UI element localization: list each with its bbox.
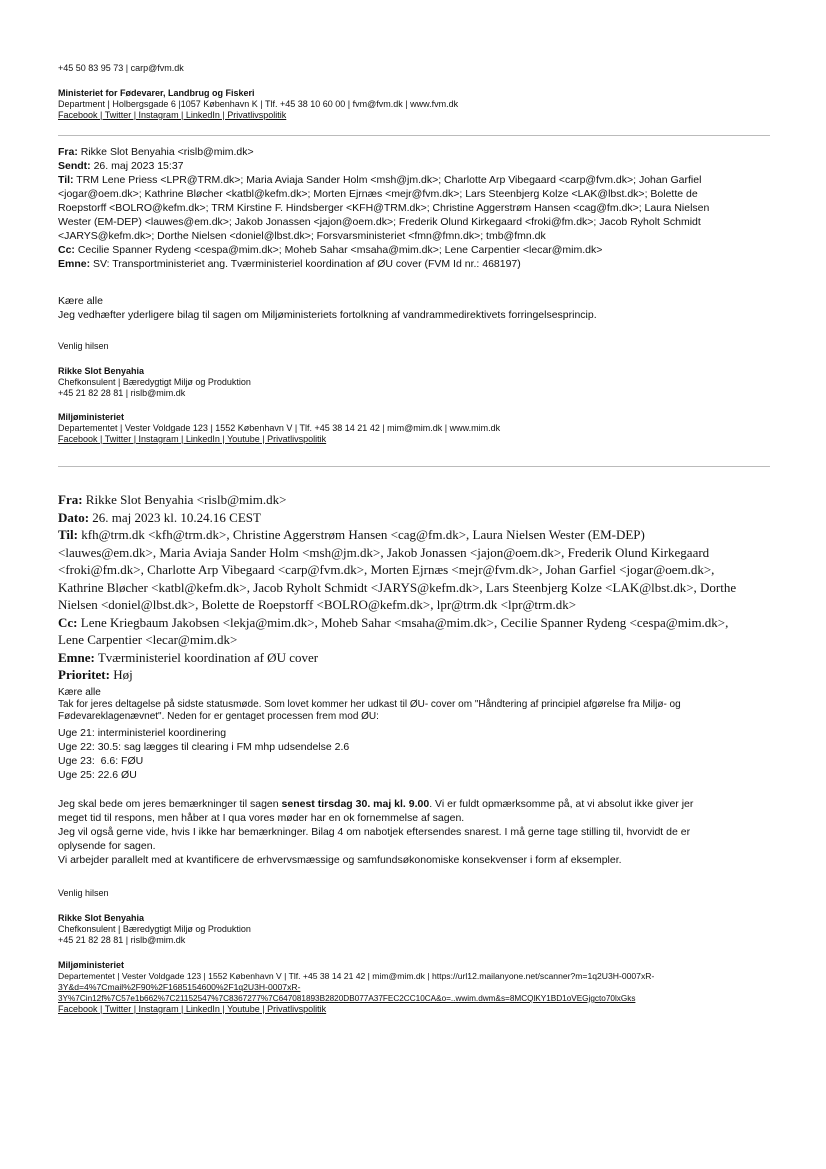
email2-cc-line-2: Lene Carpentier <lecar@mim.dk> [58,632,238,647]
divider-middle [58,466,770,467]
email2-regards: Venlig hilsen [58,888,109,898]
email2-request-line-2: meget tid til respons, men håber at I qua vores møder har en ok fornemmelse af sagen. [58,812,465,824]
schedule-item: Uge 23: 6.6: FØU [58,755,144,767]
email2-sig-url-line-2[interactable]: 3Y&d=4%7Cmail%2F90%2F1685154600%2F1q2U3H-0007xR- [58,982,301,992]
email1-greeting: Kære alle [58,295,103,307]
email2-date-row: Dato: 26. maj 2023 kl. 10.24.16 CEST [58,509,261,525]
email1-to-line-4: Wester (EM-DEP) <lauwes@em.dk>; Jakob Jonassen <jajon@oem.dk>; Frederik Olund Kirkegaard <froki@fm.dk>; Jacob Ryholt Schmidt [58,216,701,228]
email1-subject: SV: Transportministeriet ang. Tværministeriel koordination af ØU cover (FVM Id nr.: 468197) [93,258,521,270]
email2-intro [58,687,770,723]
top-signature-org-block [58,88,770,121]
email1-signature [58,366,770,399]
email2-para2-line-2: oplysende for sagen. [58,840,156,852]
top-org-name: Ministeriet for Fødevarer, Landbrug og Fiskeri [58,88,255,98]
email2-to-line-1: Til: kfh@trm.dk <kfh@trm.dk>, Christine Aggerstrøm Hansen <cag@fm.dk>, Laura Nielsen Wester (EM-DEP) [58,527,645,542]
email2-schedule [58,726,770,782]
email2-subject: Tværministeriel koordination af ØU cover [97,649,319,665]
schedule-item: Uge 25: 22.6 ØU [58,769,137,781]
email1-to-line-5: <JARYS@kefm.dk>; Dorthe Nielsen <doniel@lbst.dk>; Forsvarsministeriet <fmn@fmn.dk>; tmb@fmn.dk [58,230,546,242]
email2-para2-line-1: Jeg vil også gerne vide, hvis I ikke har bemærkninger. Bilag 4 om nabotjek eftersendes snarest. I må gerne tage stilling til, hvorvidt de er [58,826,691,838]
email2-request [58,797,770,867]
email2-sig-org: Miljøministeriet [58,960,125,970]
email2-greeting: Kære alle [58,687,101,698]
top-signature [58,63,770,74]
email1-sig-phone: +45 21 82 28 81 | rislb@mim.dk [58,388,186,398]
email1-body [58,294,770,322]
email2-request-line-1: Jeg skal bede om jeres bemærkninger til sagen senest tirsdag 30. maj kl. 9.00. Vi er fuldt opmærksomme på, at vi absolut ikke giver jer [58,798,694,810]
email1-sig-org-block [58,412,770,445]
email1-from-row: Fra: Rikke Slot Benyahia <rislb@mim.dk> [58,146,254,158]
email1-cc-row: Cc: Cecilie Spanner Rydeng <cespa@mim.dk>; Moheb Sahar <msaha@mim.dk>; Lene Carpentier <lecar@mim.dk> [58,244,603,256]
email1-sig-address: Departementet | Vester Voldgade 123 | 1552 København V | Tlf. +45 38 14 21 42 | mim@mim.dk | www.mim.dk [58,423,501,433]
email2-sig-links[interactable]: Facebook | Twitter | Instagram | LinkedIn | Youtube | Privatlivspolitik [58,1004,327,1014]
email1-subject-row: Emne: SV: Transportministeriet ang. Tværministeriel koordination af ØU cover (FVM Id nr.: 468197) [58,258,521,270]
email2-intro-line-1: Tak for jeres deltagelse på sidste statusmøde. Som lovet kommer her udkast til ØU- cover om "Håndtering af principiel afgørelse fra Miljø- og [58,699,681,710]
top-social-links[interactable]: Facebook | Twitter | Instagram | LinkedIn | Privatlivspolitik [58,110,287,120]
email1-sent: 26. maj 2023 15:37 [93,160,184,172]
email1-to-line-2: <jogar@oem.dk>; Kathrine Bløcher <katbl@kefm.dk>; Morten Ejrnæs <mejr@fvm.dk>; Lars Steenbjerg Kolze <LAK@lbst.dk>; Bolette de [58,188,698,200]
email2-sig-url-line-3[interactable]: 3Y%7Cin12f%7C57e1b662%7C21152547%7C8367277%7C647081893B2820DB077A37FEC2CC10CA&o=..wwim.dwm&s=8MCQlKY1BD1oVEGjgcto70lxGks [58,994,636,1003]
email1-sent-row: Sendt: 26. maj 2023 15:37 [58,160,184,172]
email2-from: Rikke Slot Benyahia <rislb@mim.dk> [85,492,287,507]
email2-intro-line-2: Fødevareklagenævnet". Neden for er gentaget processen frem mod ØU: [58,711,379,722]
email2-priority: Høj [113,667,133,682]
email2-sig-title: Chefkonsulent | Bæredygtigt Miljø og Produktion [58,924,251,934]
email2-signature [58,913,770,946]
email1-header [58,145,770,271]
email1-regards: Venlig hilsen [58,341,109,351]
email2-priority-row: Prioritet: Høj [58,667,133,682]
email2-to-line-4: Kathrine Bløcher <katbl@kefm.dk>, Jacob Ryholt Schmidt <JARYS@kefm.dk>, Lars Steenbjerg Kolze <LAK@lbst.dk>, Dorthe [58,579,737,595]
email2-cc-line-1: Cc: Lene Kriegbaum Jakobsen <lekja@mim.dk>, Moheb Sahar <msaha@mim.dk>, Cecilie Spanner Rydeng <cespa@mim.dk>, [58,614,729,630]
divider-top [58,135,770,136]
email2-from-row: Fra: Rikke Slot Benyahia <rislb@mim.dk> [58,492,287,507]
email1-to-line-1: Til: TRM Lene Priess <LPR@TRM.dk>; Maria Aviaja Sander Holm <msh@jm.dk>; Charlotte Arp Vibegaard <carp@fvm.dk>; Johan Garfiel [58,174,702,186]
email1-sig-links[interactable]: Facebook | Twitter | Instagram | LinkedIn | Youtube | Privatlivspolitik [58,434,327,444]
email2-to-line-3: <froki@fm.dk>, Charlotte Arp Vibegaard <carp@fvm.dk>, Morten Ejrnæs <mejr@fvm.dk>, Johan Garfiel <jogar@oem.dk>, [58,562,715,577]
email2-to-line-2: <lauwes@em.dk>, Maria Aviaja Sander Holm <msh@jm.dk>, Jakob Jonassen <jajon@oem.dk>, Frederik Olund Kirkegaard [58,544,710,560]
email1-to-line-3: Roepstorff <BOLRO@kefm.dk>; TRM Kirstine F. Hindsberger <KFH@TRM.dk>; Christine Aggerstrøm Hansen <cag@fm.dk>; Laura Nielsen [58,202,710,214]
email2-date: 26. maj 2023 kl. 10.24.16 CEST [92,509,261,525]
email2-subject-row: Emne: Tværministeriel koordination af ØU cover [58,649,319,665]
schedule-item: Uge 21: interministeriel koordinering [58,727,227,739]
email1-from: Rikke Slot Benyahia <rislb@mim.dk> [80,146,254,158]
email2-sig-phone: +45 21 82 28 81 | rislb@mim.dk [58,935,186,945]
email1-sig-title: Chefkonsulent | Bæredygtigt Miljø og Produktion [58,377,251,387]
email1-sig-org: Miljøministeriet [58,412,125,422]
top-phone-line: +45 50 83 95 73 | carp@fvm.dk [58,63,184,73]
schedule-item: Uge 22: 30.5: sag lægges til clearing i FM mhp udsendelse 2.6 [58,741,350,753]
email1-body-text: Jeg vedhæfter yderligere bilag til sagen om Miljøministeriets fortolkning af vandrammedirektivets forringelsesprincip. [58,309,597,321]
email2-to-line-5: Nielsen <doniel@lbst.dk>, Bolette de Roepstorff <BOLRO@kefm.dk>, lpr@trm.dk <lpr@trm.dk> [58,597,577,612]
top-address: Department | Holbergsgade 6 |1057 København K | Tlf. +45 38 10 60 00 | fvm@fvm.dk | www.fvm.dk [58,99,459,109]
email2-sig-name: Rikke Slot Benyahia [58,913,145,923]
email1-sig-name: Rikke Slot Benyahia [58,366,145,376]
email2-para3: Vi arbejder parallelt med at kvantificere de erhvervsmæssige og samfundsøkonomiske konsekvenser i form af eksempler. [58,854,622,866]
email2-sig-address: Departementet | Vester Voldgade 123 | 1552 København V | Tlf. +45 38 14 21 42 | mim@mim.dk | https://url12.mailanyone.net/scanner?m=1q2U3H-0007xR- [58,971,655,981]
email2-header [58,491,770,684]
email2-sig-org-block [58,960,770,1015]
